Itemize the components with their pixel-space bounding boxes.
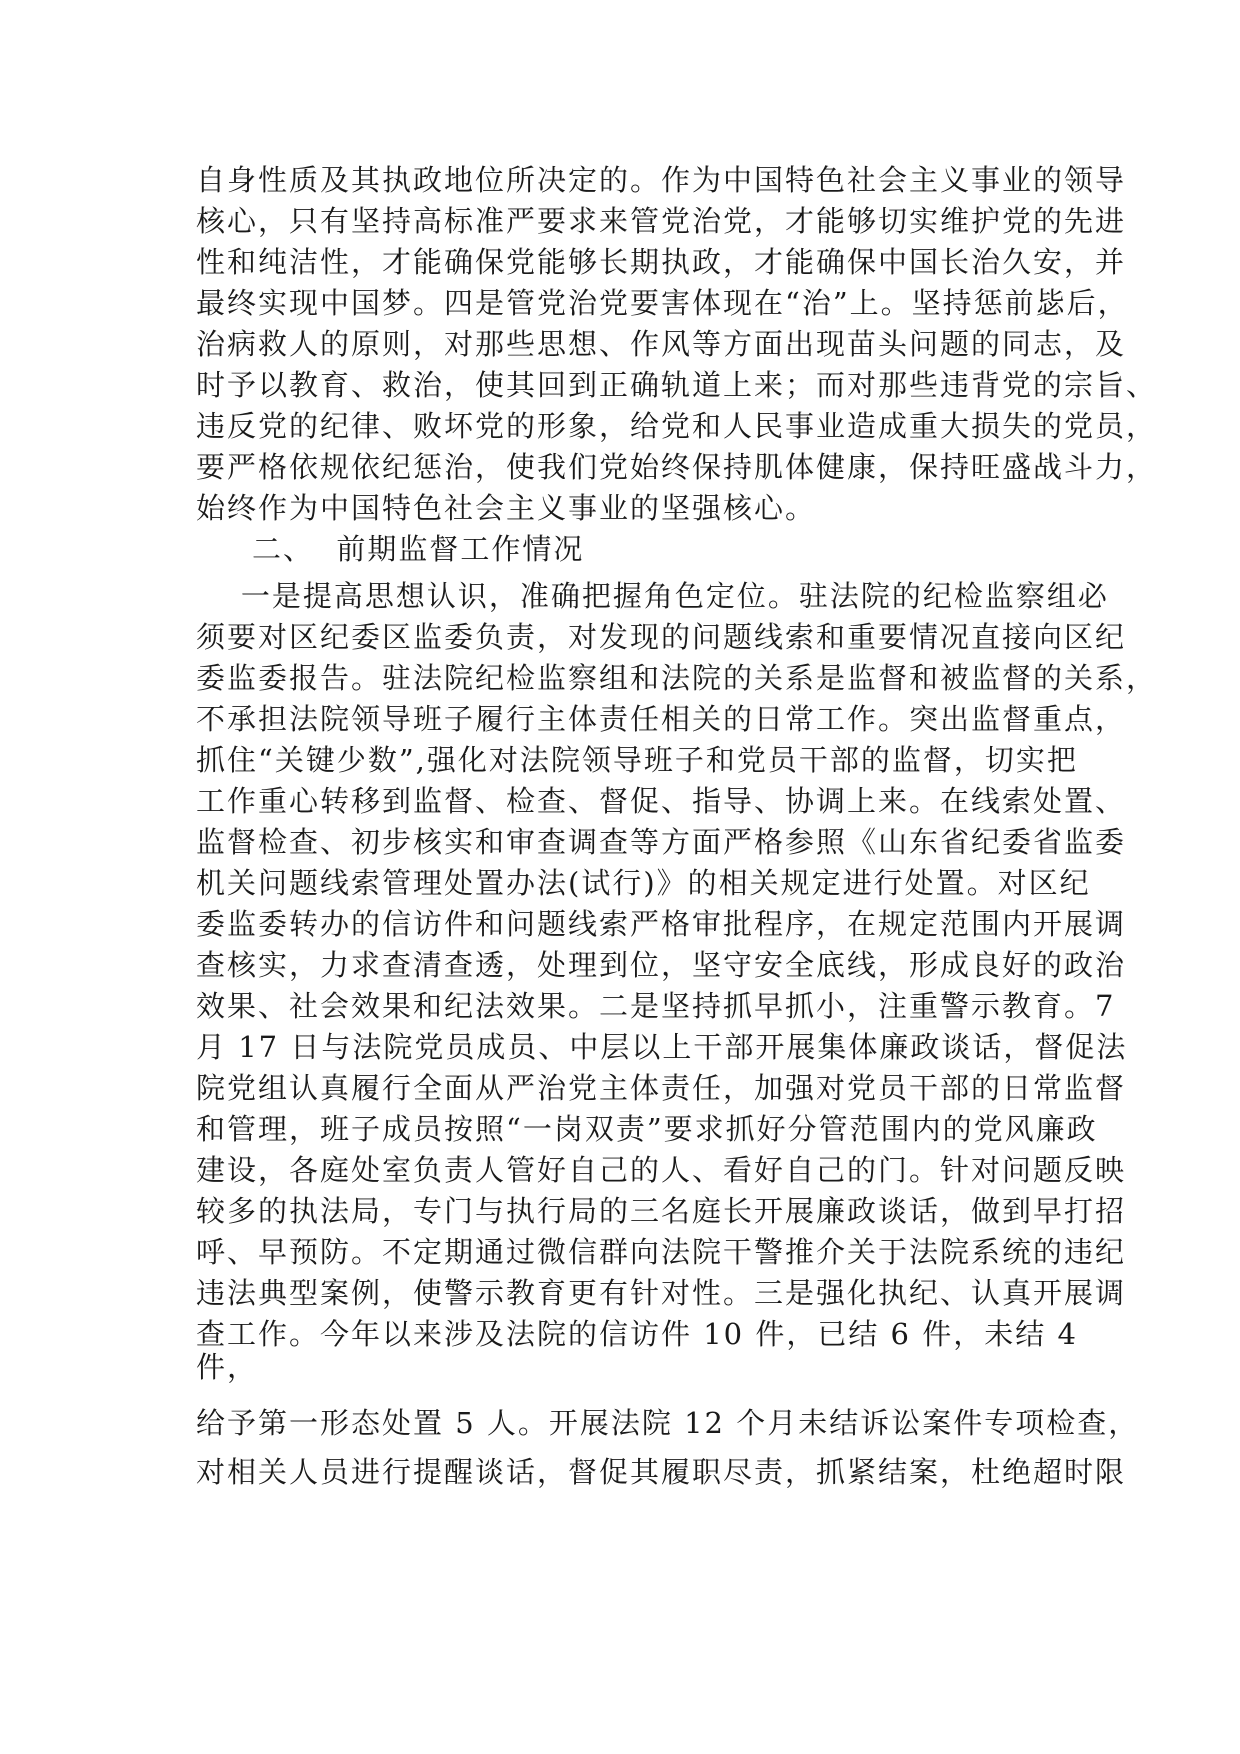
text-line: 性和纯洁性，才能确保党能够长期执政，才能确保中国长治久安，并 [196,245,1127,279]
paragraph-first-line: 一是提高思想认识，准确把握角色定位。驻法院的纪检监察组必 [196,579,1109,613]
text-line: 须要对区纪委区监委负责，对发现的问题线索和重要情况直接向区纪 [196,620,1127,654]
text-line: 最终实现中国梦。四是管党治党要害体现在“治”上。坚持惩前毖后， [196,286,1129,320]
text-line: 治病救人的原则，对那些思想、作风等方面出现苗头问题的同志，及 [196,327,1127,361]
text-line: 院党组认真履行全面从严治党主体责任，加强对党员干部的日常监督 [196,1071,1127,1105]
text-line: 时予以教育、救治，使其回到正确轨道上来；而对那些违背党的宗旨、 [196,368,1158,402]
text-line: 较多的执法局，专门与执行局的三名庭长开展廉政谈话，做到早打招 [196,1194,1127,1228]
text-line: 给予第一形态处置 5 人。开展法院 12 个月未结诉讼案件专项检查， [196,1406,1140,1440]
text-line: 自身性质及其执政地位所决定的。作为中国特色社会主义事业的领导 [196,163,1127,197]
text-line: 建设，各庭处室负责人管好自己的人、看好自己的门。针对问题反映 [196,1153,1127,1187]
text-line: 监督检查、初步核实和审查调查等方面严格参照《山东省纪委省监委 [196,825,1127,859]
text-line: 月 17 日与法院党员成员、中层以上干部开展集体廉政谈话，督促法 [196,1030,1128,1064]
text-line: 始终作为中国特色社会主义事业的坚强核心。 [196,491,817,525]
text-line: 和管理，班子成员按照“一岗双责”要求抓好分管范围内的党风廉政 [196,1112,1098,1146]
text-line: 效果、社会效果和纪法效果。二是坚持抓早抓小，注重警示教育。7 [196,989,1116,1023]
text-line: 不承担法院领导班子履行主体责任相关的日常工作。突出监督重点， [196,702,1127,736]
text-line: 委监委报告。驻法院纪检监察组和法院的关系是监督和被监督的关系， [196,661,1158,695]
text-line: 抓住“关键少数”,强化对法院领导班子和党员干部的监督，切实把 [196,743,1078,777]
text-line: 违反党的纪律、败坏党的形象，给党和人民事业造成重大损失的党员， [196,409,1158,443]
text-line: 机关问题线索管理处置办法(试行)》的相关规定进行处置。对区纪 [196,866,1091,900]
text-line: 查工作。今年以来涉及法院的信访件 10 件，已结 6 件，未结 4 [196,1317,1078,1351]
section-heading: 二、 前期监督工作情况 [252,532,585,566]
text-line: 要严格依规依纪惩治，使我们党始终保持肌体健康，保持旺盛战斗力， [196,450,1158,484]
text-line: 件， [196,1350,259,1384]
text-line: 查核实，力求查清查透，处理到位，坚守安全底线，形成良好的政治 [196,948,1127,982]
text-line: 呼、早预防。不定期通过微信群向法院干警推介关于法院系统的违纪 [196,1235,1127,1269]
text-line: 工作重心转移到监督、检查、督促、指导、协调上来。在线索处置、 [196,784,1127,818]
text-line: 对相关人员进行提醒谈话，督促其履职尽责，抓紧结案，杜绝超时限 [196,1455,1127,1489]
text-line: 违法典型案例，使警示教育更有针对性。三是强化执纪、认真开展调 [196,1276,1127,1310]
text-line: 核心，只有坚持高标准严要求来管党治党，才能够切实维护党的先进 [196,204,1127,238]
text-line: 委监委转办的信访件和问题线索严格审批程序，在规定范围内开展调 [196,907,1127,941]
